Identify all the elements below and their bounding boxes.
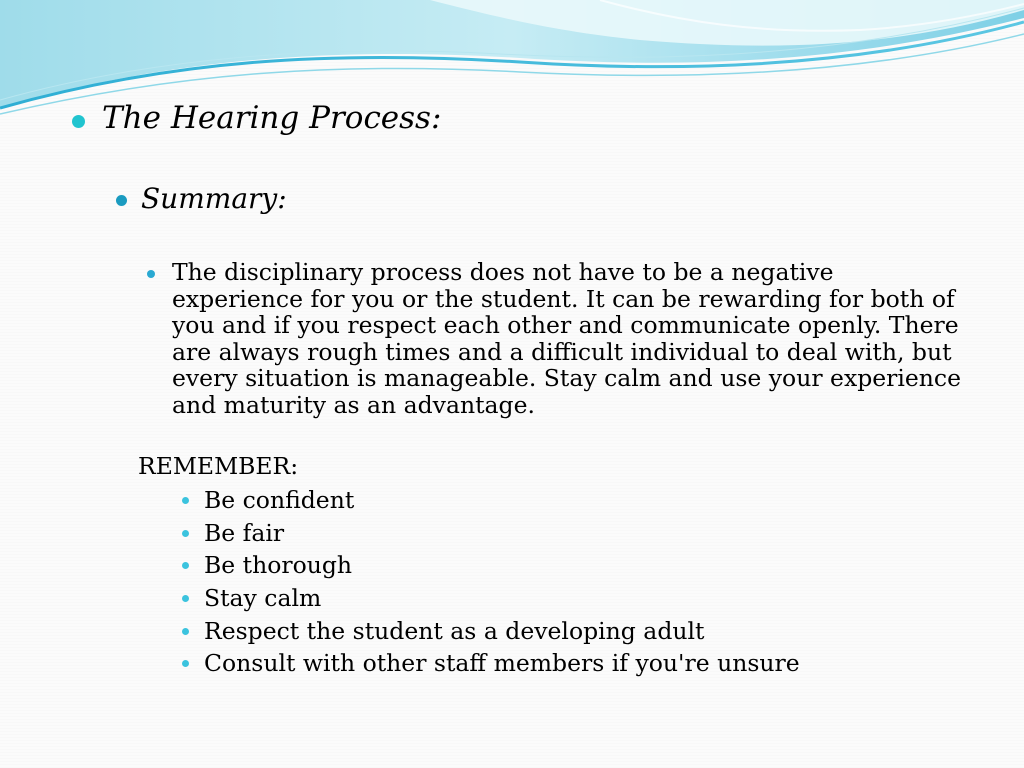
subtitle-bullet-icon [116,195,127,206]
list-bullet-icon [182,497,189,504]
title-bullet-icon [72,115,85,128]
list-bullet-icon [182,595,189,602]
list-item-text: Stay calm [204,584,322,613]
remember-label: REMEMBER: [138,452,299,480]
list-bullet-icon [182,628,189,635]
body-bullet-icon [147,270,155,278]
list-item [180,582,800,615]
list-item [180,549,800,582]
list-item [180,647,800,680]
slide-title: The Hearing Process: [102,100,442,136]
list-bullet-icon [182,530,189,537]
list-item [180,517,800,550]
list-bullet-icon [182,660,189,667]
list-item-text: Respect the student as a developing adult [204,616,705,645]
list-item [180,484,800,517]
body-paragraph: The disciplinary process does not have to be a negative experience for you or the student. It can be rewarding for both of you and if you respect each other and communicate openly. There are always rough times and a difficult individual to deal with, but every situation is manageable. Stay calm and use your experience and maturity as an advantage. [172,258,962,419]
list-item-text: Be fair [204,518,285,547]
list-item-text: Be confident [204,486,355,514]
list-item-text: Consult with other staff members if you're unsure [204,649,800,678]
slide-subtitle: Summary: [141,182,287,215]
list-item [180,615,800,648]
list-item-text: Be thorough [204,551,353,580]
list-bullet-icon [182,562,189,569]
remember-list [180,484,800,680]
